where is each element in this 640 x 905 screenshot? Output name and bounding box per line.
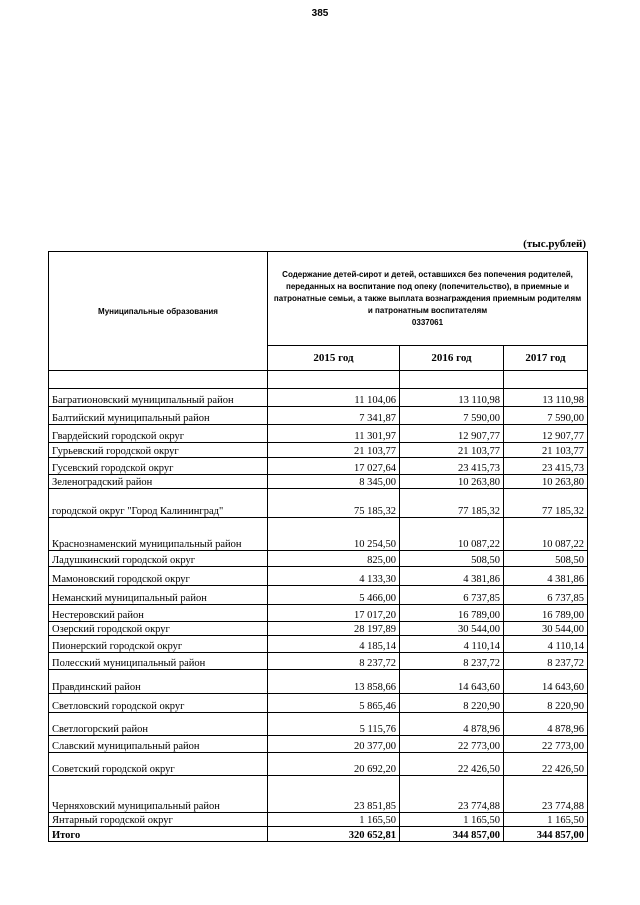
table-row xyxy=(49,622,588,636)
value-2015: 8 237,72 xyxy=(268,653,400,670)
units-label: (тыс.рублей) xyxy=(523,238,586,250)
value-2015: 13 858,66 xyxy=(268,670,400,694)
table-row xyxy=(49,389,588,407)
table-row xyxy=(49,518,588,551)
value-2017: 22 773,00 xyxy=(504,736,588,753)
value-2015: 5 115,76 xyxy=(268,713,400,736)
table-row xyxy=(49,407,588,425)
value-2017: 8 220,90 xyxy=(504,694,588,713)
table-row xyxy=(49,776,588,813)
municipality-name: Зеленоградский район xyxy=(49,475,268,489)
value-2016: 8 237,72 xyxy=(400,653,504,670)
value-2015: 5 865,46 xyxy=(268,694,400,713)
municipality-name: Светловский городской округ xyxy=(49,694,268,713)
value-2017: 21 103,77 xyxy=(504,443,588,458)
total-row xyxy=(49,827,588,842)
value-2017: 23 774,88 xyxy=(504,776,588,813)
value-2017: 10 087,22 xyxy=(504,518,588,551)
municipality-name: Багратионовский муниципальный район xyxy=(49,389,268,407)
value-2017: 30 544,00 xyxy=(504,622,588,636)
total-2017: 344 857,00 xyxy=(504,827,588,842)
municipality-name: Озерский городской округ xyxy=(49,622,268,636)
municipality-name: Янтарный городской округ xyxy=(49,813,268,827)
municipality-name: Гурьевский городской округ xyxy=(49,443,268,458)
value-2015: 10 254,50 xyxy=(268,518,400,551)
table-row xyxy=(49,458,588,475)
value-2017: 77 185,32 xyxy=(504,489,588,518)
value-2017: 13 110,98 xyxy=(504,389,588,407)
header-year-2016: 2016 год xyxy=(400,346,504,371)
value-2015: 20 692,20 xyxy=(268,753,400,776)
table-row xyxy=(49,425,588,443)
value-2017: 12 907,77 xyxy=(504,425,588,443)
value-2016: 4 381,86 xyxy=(400,567,504,586)
value-2015: 8 345,00 xyxy=(268,475,400,489)
value-2016: 77 185,32 xyxy=(400,489,504,518)
value-2016: 14 643,60 xyxy=(400,670,504,694)
table-row xyxy=(49,551,588,567)
table-row xyxy=(49,753,588,776)
value-2015: 23 851,85 xyxy=(268,776,400,813)
value-2015: 1 165,50 xyxy=(268,813,400,827)
value-2016: 21 103,77 xyxy=(400,443,504,458)
value-2016: 22 773,00 xyxy=(400,736,504,753)
value-2015: 17 027,64 xyxy=(268,458,400,475)
value-2017: 16 789,00 xyxy=(504,605,588,622)
total-2015: 320 652,81 xyxy=(268,827,400,842)
value-2015: 7 341,87 xyxy=(268,407,400,425)
header-code: 0337061 xyxy=(411,317,444,327)
value-2016: 23 774,88 xyxy=(400,776,504,813)
value-2017: 4 878,96 xyxy=(504,713,588,736)
table-row xyxy=(49,694,588,713)
table-row xyxy=(49,567,588,586)
municipality-name: Полесский муниципальный район xyxy=(49,653,268,670)
value-2016: 8 220,90 xyxy=(400,694,504,713)
value-2015: 5 466,00 xyxy=(268,586,400,605)
municipality-name: Ладушкинский городской округ xyxy=(49,551,268,567)
table-row xyxy=(49,653,588,670)
value-2016: 13 110,98 xyxy=(400,389,504,407)
municipality-name: Славский муниципальный район xyxy=(49,736,268,753)
value-2015: 11 104,06 xyxy=(268,389,400,407)
table-row xyxy=(49,475,588,489)
value-2016: 16 789,00 xyxy=(400,605,504,622)
municipality-name: Правдинский район xyxy=(49,670,268,694)
table-row xyxy=(49,586,588,605)
value-2015: 825,00 xyxy=(268,551,400,567)
value-2017: 4 110,14 xyxy=(504,636,588,653)
value-2016: 30 544,00 xyxy=(400,622,504,636)
value-2017: 4 381,86 xyxy=(504,567,588,586)
municipality-name: Краснознаменский муниципальный район xyxy=(49,518,268,551)
value-2016: 7 590,00 xyxy=(400,407,504,425)
value-2016: 6 737,85 xyxy=(400,586,504,605)
table-row xyxy=(49,736,588,753)
municipality-name: Нестеровский район xyxy=(49,605,268,622)
municipality-name: Пионерский городской округ xyxy=(49,636,268,653)
header-description xyxy=(268,252,588,346)
table-row xyxy=(49,713,588,736)
value-2016: 4 878,96 xyxy=(400,713,504,736)
value-2017: 508,50 xyxy=(504,551,588,567)
municipality-name: Балтийский муниципальный район xyxy=(49,407,268,425)
municipality-name: Гвардейский городской округ xyxy=(49,425,268,443)
budget-table xyxy=(48,251,588,842)
value-2017: 1 165,50 xyxy=(504,813,588,827)
table-spacer-row xyxy=(49,371,588,389)
value-2017: 22 426,50 xyxy=(504,753,588,776)
value-2016: 12 907,77 xyxy=(400,425,504,443)
value-2016: 4 110,14 xyxy=(400,636,504,653)
table-row xyxy=(49,605,588,622)
value-2015: 20 377,00 xyxy=(268,736,400,753)
municipality-name: Неманский муниципальный район xyxy=(49,586,268,605)
municipality-name: Гусевский городской округ xyxy=(49,458,268,475)
header-description-text: Содержание детей-сирот и детей, оставшихся без попечения родителей, переданных на воспитание под опеку (попечительство), в приемные и патронатные семьи, а также выплата вознаграждения приемным родителям и патронатным воспитателям xyxy=(273,269,582,315)
table-row xyxy=(49,670,588,694)
table-header-row xyxy=(49,252,588,346)
municipality-name: городской округ "Город Калининград" xyxy=(49,489,268,518)
value-2015: 4 185,14 xyxy=(268,636,400,653)
value-2017: 8 237,72 xyxy=(504,653,588,670)
value-2015: 11 301,97 xyxy=(268,425,400,443)
header-year-2017: 2017 год xyxy=(504,346,588,371)
value-2017: 23 415,73 xyxy=(504,458,588,475)
header-municipality: Муниципальные образования xyxy=(49,252,268,371)
municipality-name: Мамоновский городской округ xyxy=(49,567,268,586)
value-2017: 6 737,85 xyxy=(504,586,588,605)
value-2015: 28 197,89 xyxy=(268,622,400,636)
municipality-name: Советский городской округ xyxy=(49,753,268,776)
total-label: Итого xyxy=(49,827,268,842)
table-row xyxy=(49,813,588,827)
value-2016: 10 087,22 xyxy=(400,518,504,551)
page-number: 385 xyxy=(311,8,329,19)
value-2015: 17 017,20 xyxy=(268,605,400,622)
municipality-name: Черняховский муниципальный район xyxy=(49,776,268,813)
value-2016: 10 263,80 xyxy=(400,475,504,489)
value-2017: 10 263,80 xyxy=(504,475,588,489)
value-2016: 1 165,50 xyxy=(400,813,504,827)
table-row xyxy=(49,489,588,518)
value-2017: 7 590,00 xyxy=(504,407,588,425)
value-2016: 508,50 xyxy=(400,551,504,567)
table-row xyxy=(49,636,588,653)
total-2016: 344 857,00 xyxy=(400,827,504,842)
value-2015: 21 103,77 xyxy=(268,443,400,458)
value-2015: 75 185,32 xyxy=(268,489,400,518)
value-2016: 23 415,73 xyxy=(400,458,504,475)
table-row xyxy=(49,443,588,458)
value-2016: 22 426,50 xyxy=(400,753,504,776)
value-2017: 14 643,60 xyxy=(504,670,588,694)
header-year-2015: 2015 год xyxy=(268,346,400,371)
municipality-name: Светлогорский район xyxy=(49,713,268,736)
value-2015: 4 133,30 xyxy=(268,567,400,586)
